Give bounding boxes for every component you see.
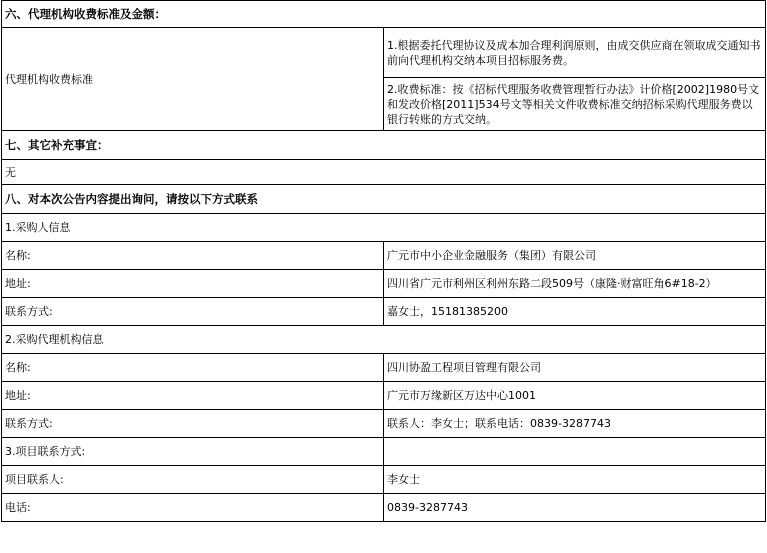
project-title: 3.项目联系方式:	[2, 438, 384, 466]
section-7-heading: 七、其它补充事宜：	[2, 131, 766, 160]
purchaser-address-label: 地址:	[2, 270, 384, 298]
agency-title: 2.采购代理机构信息	[2, 326, 766, 354]
project-phone-label: 电话:	[2, 494, 384, 522]
purchaser-title: 1.采购人信息	[2, 214, 766, 242]
purchaser-name: 广元市中小企业金融服务（集团）有限公司	[384, 242, 766, 270]
project-person: 李女士	[384, 466, 766, 494]
fee-item-2: 2.收费标准：按《招标代理服务收费管理暂行办法》计价格[2002]1980号文和发改价格[2011]534号文等相关文件收费标准交纳招标采购代理服务费以银行转账的方式交纳。	[384, 78, 766, 131]
agency-contact-label: 联系方式:	[2, 410, 384, 438]
section-6-heading: 六、代理机构收费标准及金额：	[2, 1, 766, 28]
section-7-content: 无	[2, 160, 766, 185]
section-8-heading: 八、对本次公告内容提出询问，请按以下方式联系	[2, 185, 766, 214]
announcement-table	[1, 0, 766, 522]
agency-contact: 联系人：李女士；联系电话：0839-3287743	[384, 410, 766, 438]
fee-item-1: 1.根据委托代理协议及成本加合理利润原则，由成交供应商在领取成交通知书前向代理机构交纳本项目招标服务费。	[384, 28, 766, 78]
project-title-blank	[384, 438, 766, 466]
purchaser-address: 四川省广元市利州区利州东路二段509号（康隆·财富旺角6#18-2）	[384, 270, 766, 298]
project-person-label: 项目联系人:	[2, 466, 384, 494]
agency-address-label: 地址:	[2, 382, 384, 410]
purchaser-contact-label: 联系方式:	[2, 298, 384, 326]
project-phone: 0839-3287743	[384, 494, 766, 522]
fee-standard-label: 代理机构收费标准	[2, 28, 384, 131]
agency-name-label: 名称:	[2, 354, 384, 382]
agency-address: 广元市万缘新区万达中心1001	[384, 382, 766, 410]
agency-name: 四川协盈工程项目管理有限公司	[384, 354, 766, 382]
purchaser-contact: 嘉女士，15181385200	[384, 298, 766, 326]
purchaser-name-label: 名称:	[2, 242, 384, 270]
